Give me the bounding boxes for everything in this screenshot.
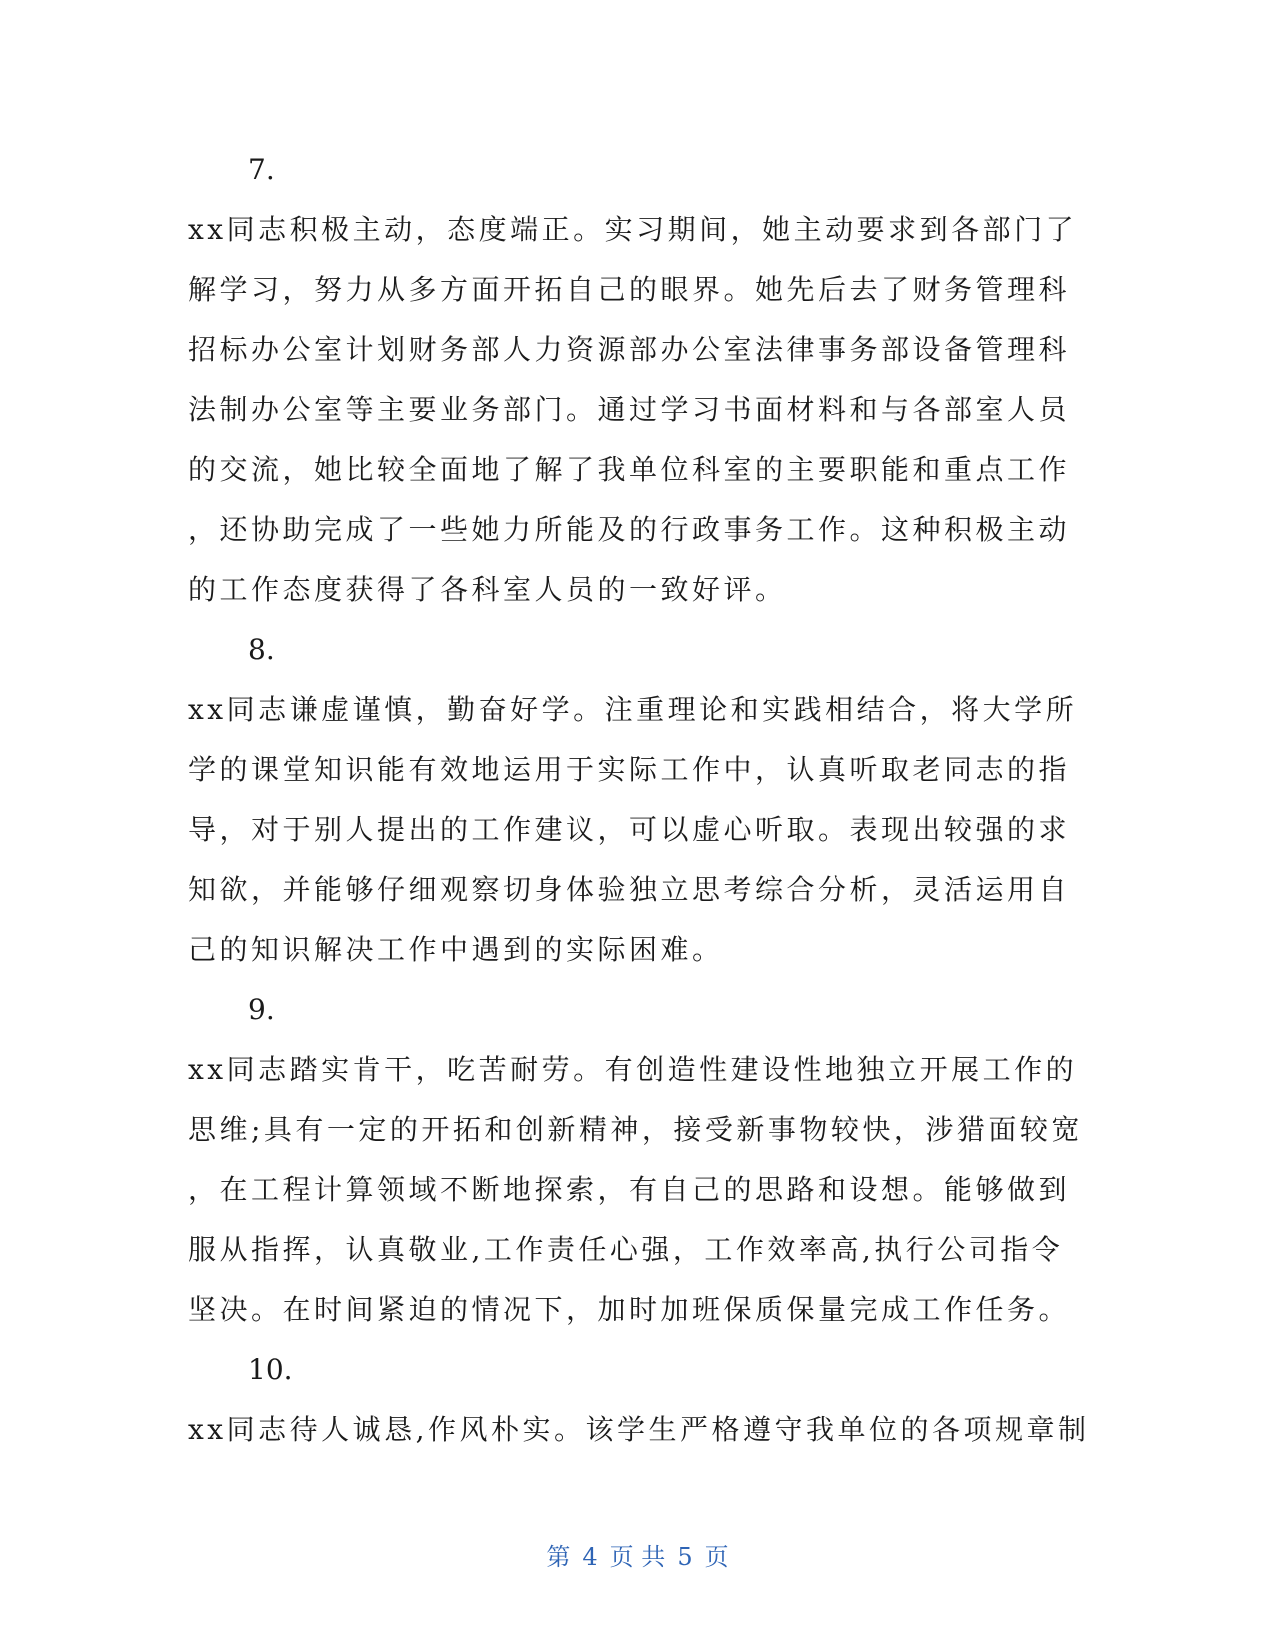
section-7	[188, 140, 1078, 620]
footer-mid: 页 共	[609, 1543, 666, 1571]
section-8	[188, 620, 1078, 980]
paragraph-line: xx同志谦虚谨慎，勤奋好学。注重理论和实践相结合，将大学所	[188, 693, 1078, 726]
paragraph-line: 坚决。在时间紧迫的情况下，加时加班保质保量完成工作任务。	[188, 1293, 1071, 1326]
paragraph-line: 法制办公室等主要业务部门。通过学习书面材料和与各部室人员	[188, 393, 1071, 426]
paragraph-line: 的工作态度获得了各科室人员的一致好评。	[188, 573, 787, 606]
paragraph-line: 导，对于别人提出的工作建议，可以虚心听取。表现出较强的求	[188, 813, 1071, 846]
page-footer	[0, 1542, 1275, 1572]
section-number: 9.	[248, 993, 275, 1026]
section-number: 8.	[248, 633, 275, 666]
footer-suffix: 页	[704, 1543, 729, 1571]
paragraph-line: ，在工程计算领域不断地探索，有自己的思路和设想。能够做到	[188, 1173, 1071, 1206]
paragraph-line: 招标办公室计划财务部人力资源部办公室法律事务部设备管理科	[188, 333, 1071, 366]
paragraph-line: xx同志待人诚恳,作风朴实。该学生严格遵守我单位的各项规章制	[188, 1413, 1090, 1446]
footer-total-pages: 5	[677, 1543, 693, 1571]
footer-current-page: 4	[582, 1543, 598, 1571]
paragraph-line: 解学习，努力从多方面开拓自己的眼界。她先后去了财务管理科	[188, 273, 1071, 306]
section-number: 7.	[248, 153, 275, 186]
paragraph-line: ，还协助完成了一些她力所能及的行政事务工作。这种积极主动	[188, 513, 1071, 546]
paragraph-line: 己的知识解决工作中遇到的实际困难。	[188, 933, 724, 966]
section-9	[188, 980, 1083, 1340]
paragraph-line: xx同志踏实肯干，吃苦耐劳。有创造性建设性地独立开展工作的	[188, 1053, 1078, 1086]
section-10	[188, 1340, 1090, 1460]
paragraph-line: xx同志积极主动，态度端正。实习期间，她主动要求到各部门了	[188, 213, 1078, 246]
paragraph-line: 学的课堂知识能有效地运用于实际工作中，认真听取老同志的指	[188, 753, 1071, 786]
paragraph-line: 思维;具有一定的开拓和创新精神，接受新事物较快，涉猎面较宽	[188, 1113, 1083, 1146]
section-number: 10.	[248, 1353, 293, 1386]
paragraph-line: 服从指挥，认真敬业,工作责任心强，工作效率高,执行公司指令	[188, 1233, 1064, 1266]
document-body	[188, 140, 1090, 1460]
paragraph-line: 知欲，并能够仔细观察切身体验独立思考综合分析，灵活运用自	[188, 873, 1071, 906]
paragraph-line: 的交流，她比较全面地了解了我单位科室的主要职能和重点工作	[188, 453, 1071, 486]
footer-prefix: 第	[546, 1543, 571, 1571]
